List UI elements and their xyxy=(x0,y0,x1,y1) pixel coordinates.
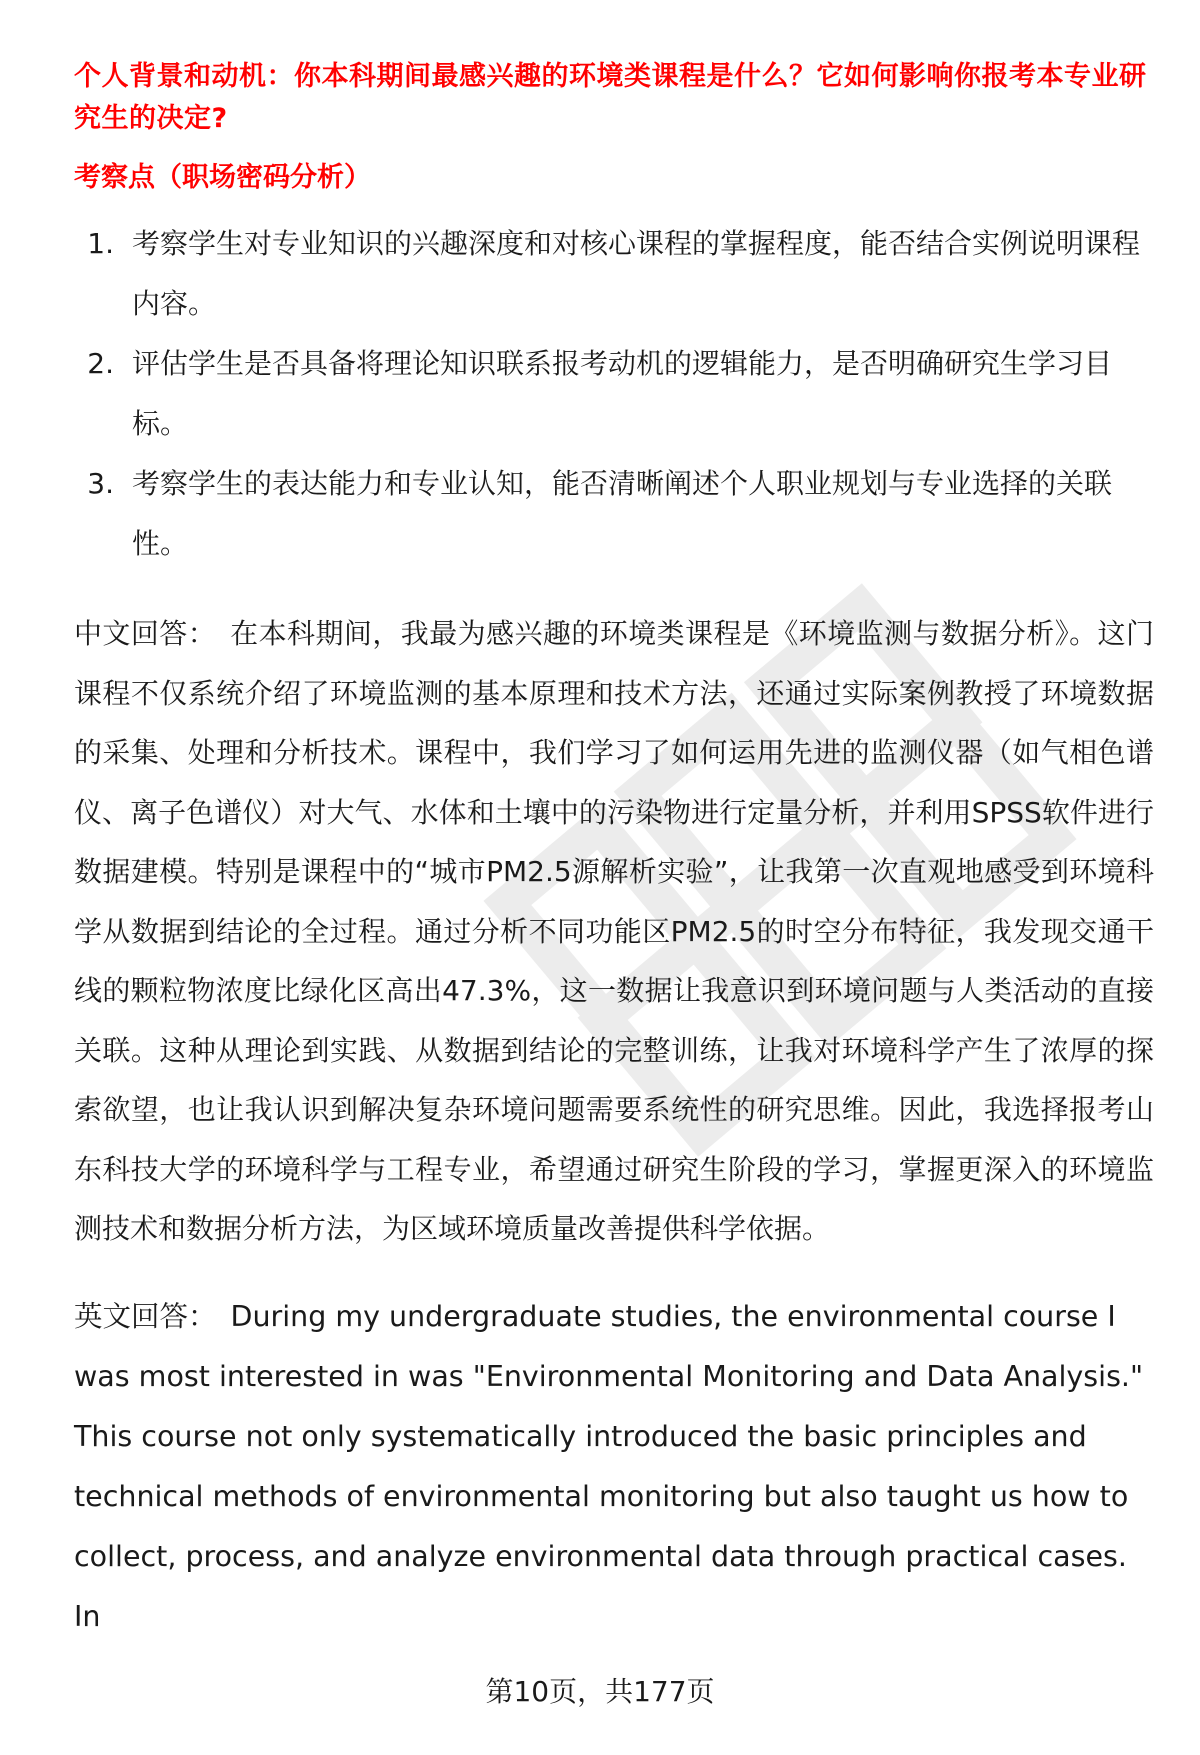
list-item-text: 考察学生对专业知识的兴趣深度和对核心课程的掌握程度，能否结合实例说明课程内容。 xyxy=(132,227,1141,320)
page-footer: 第10页，共177页 xyxy=(485,1675,715,1708)
english-answer-text: During my undergraduate studies, the environmental course I was most interested in was "Environmental Monitoring and Data Analysis." This course not only systematically introduced the basic principles and technical methods of environmental monitoring but also taught us how to collect, process, and analyze environmental data through practical cases. In xyxy=(74,1299,1144,1633)
list-item-number: 3. xyxy=(87,467,114,500)
assessment-points-list xyxy=(74,214,1154,574)
list-item-text: 评估学生是否具备将理论知识联系报考动机的逻辑能力，是否明确研究生学习目标。 xyxy=(132,347,1113,440)
english-answer xyxy=(74,1287,1154,1647)
chinese-answer xyxy=(74,604,1154,1259)
list-item-text: 考察学生的表达能力和专业认知，能否清晰阐述个人职业规划与专业选择的关联性。 xyxy=(132,467,1113,560)
list-item-number: 2. xyxy=(87,347,114,380)
list-item xyxy=(74,334,1154,454)
list-item xyxy=(74,214,1154,334)
list-item xyxy=(74,454,1154,574)
chinese-answer-label: 中文回答： xyxy=(74,617,217,650)
question-heading: 个人背景和动机：你本科期间最感兴趣的环境类课程是什么？它如何影响你报考本专业研究生的决定? xyxy=(74,61,1147,134)
english-answer-label: 英文回答： xyxy=(74,1299,217,1333)
chinese-answer-text: 在本科期间，我最为感兴趣的环境类课程是《环境监测与数据分析》。这门课程不仅系统介绍了环境监测的基本原理和技术方法，还通过实际案例教授了环境数据的采集、处理和分析技术。课程中，我们学习了如何运用先进的监测仪器（如气相色谱仪、离子色谱仪）对大气、水体和土壤中的污染物进行定量分析，并利用SPSS软件进行数据建模。特别是课程中的“城市PM2.5源解析实验”，让我第一次直观地感受到环境科学从数据到结论的全过程。通过分析不同功能区PM2.5的时空分布特征，我发现交通干线的颗粒物浓度比绿化区高出47.3%，这一数据让我意识到环境问题与人类活动的直接关联。这种从理论到实践、从数据到结论的完整训练，让我对环境科学产生了浓厚的探索欲望，也让我认识到解决复杂环境问题需要系统性的研究思维。因此，我选择报考山东科技大学的环境科学与工程专业，希望通过研究生阶段的学习，掌握更深入的环境监测技术和数据分析方法，为区域环境质量改善提供科学依据。 xyxy=(74,617,1154,1245)
section-title: 考察点（职场密码分析） xyxy=(74,162,371,193)
content-area xyxy=(74,56,1154,1647)
list-item-number: 1. xyxy=(87,227,114,260)
